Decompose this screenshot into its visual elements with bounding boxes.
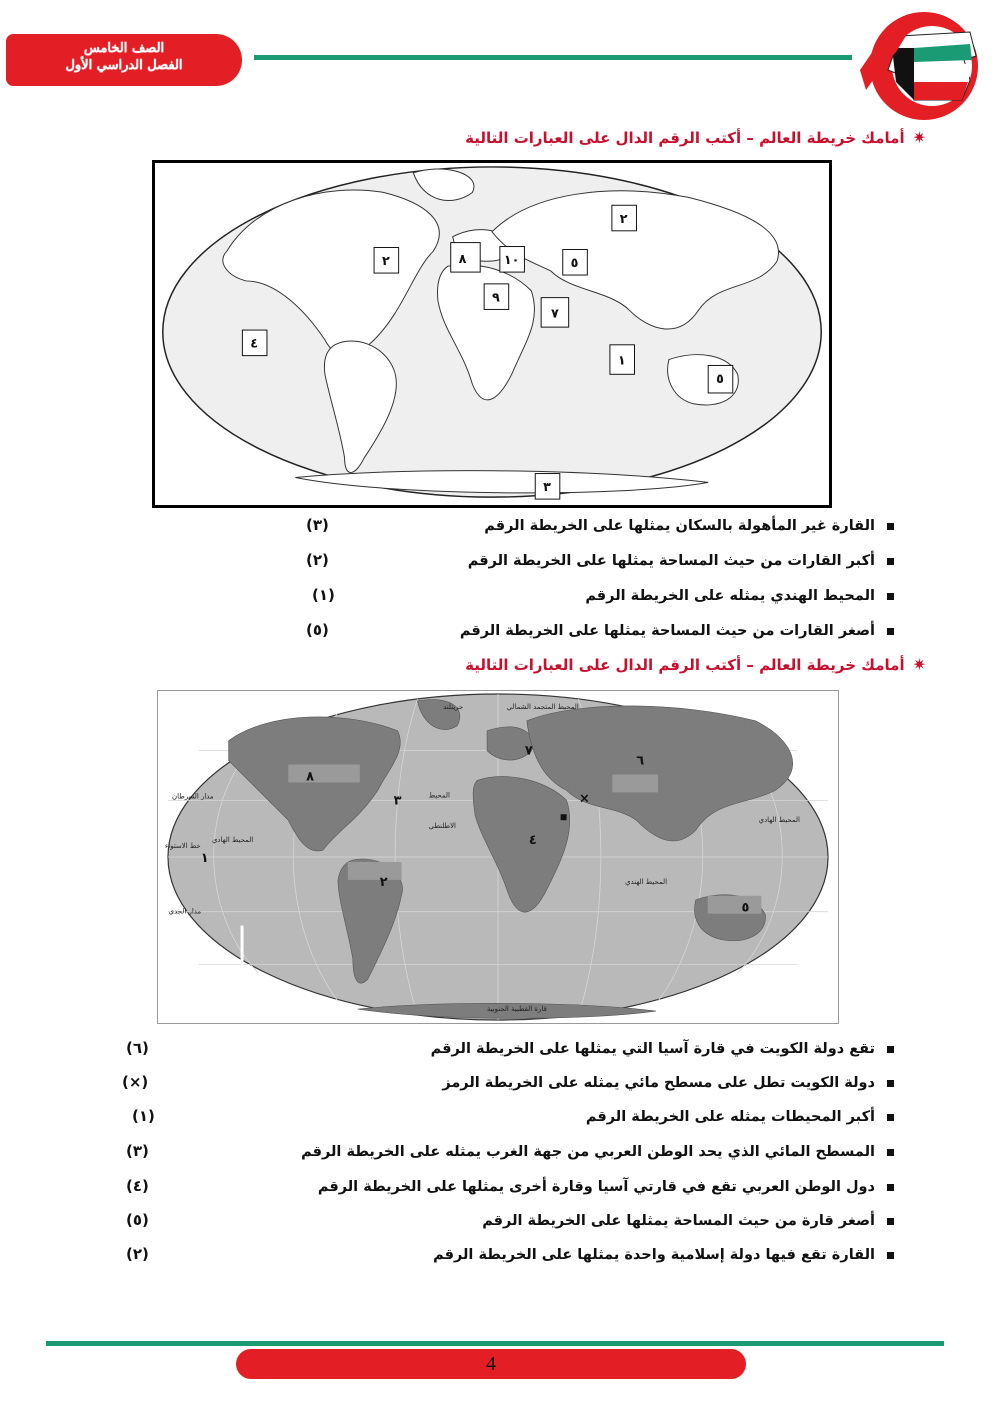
asterisk-icon: ✷ [912, 655, 926, 674]
map2-n3: ٣ [393, 793, 402, 809]
q1-3: المحيط الهندي يمثله على الخريطة الرقم [585, 588, 894, 604]
bullet-icon [887, 1080, 894, 1087]
a2-1: (٦) [126, 1039, 149, 1057]
bullet-icon [887, 1252, 894, 1259]
map1-label: ٤ [250, 336, 259, 352]
asterisk-icon: ✷ [912, 128, 926, 147]
world-map-2 [157, 690, 839, 1024]
map2-capricorn: مدار الجدي [168, 907, 202, 916]
map1-label: ٥ [570, 256, 579, 272]
bullet-icon [887, 523, 894, 530]
map2-x: × [579, 791, 590, 807]
q2-2: دولة الكويت تطل على مسطح مائي يمثله على الخريطة الرمز [442, 1075, 894, 1091]
q2-1: تقع دولة الكويت في قارة آسيا التي يمثلها على الخريطة الرقم [431, 1041, 894, 1057]
a1-2: (٢) [306, 551, 329, 569]
map2-indian: المحيط الهندي [625, 877, 668, 886]
map2-pacific-w: المحيط الهادي [211, 836, 254, 845]
section1-heading: ✷أمامك خريطة العالم – أكتب الرقم الدال على العبارات التالية [465, 128, 926, 147]
bullet-icon [887, 1184, 894, 1191]
bullet-icon [887, 1114, 894, 1121]
map1-label: ٢ [619, 211, 628, 227]
map1-label: ١٠ [503, 253, 520, 269]
map1-label: ٧ [550, 306, 559, 322]
map2-n8: ٨ [306, 769, 315, 785]
q2-7: القارة تقع فيها دولة إسلامية واحدة يمثلها على الخريطة الرقم [433, 1247, 894, 1263]
bullet-icon [887, 1149, 894, 1156]
header-divider [254, 55, 852, 60]
a2-6: (٥) [126, 1211, 149, 1229]
a2-4: (٣) [126, 1142, 149, 1160]
map2-n1: ١ [200, 850, 209, 866]
map1-label: ٥ [716, 372, 724, 388]
q2-4: المسطح المائي الذي يحد الوطن العربي من جهة الغرب يمثله على الخريطة الرقم [301, 1144, 894, 1160]
map1-label: ١ [617, 353, 626, 369]
a1-4: (٥) [306, 621, 329, 639]
a1-1: (٣) [306, 516, 329, 534]
q1-4: أصغر القارات من حيث المساحة يمثلها على الخريطة الرقم [460, 623, 894, 639]
semester-label: الفصل الدراسي الأول [65, 58, 183, 73]
map2-cancer: مدار السرطان [172, 792, 214, 801]
grade-label: الصف الخامس [83, 41, 165, 56]
map2-antarctica: قارة القطبية الجنوبية [486, 1005, 547, 1014]
map2-n2: ٢ [379, 874, 388, 890]
map2-atlantic2: الاطلنطي [428, 822, 456, 831]
map2-n6: ٦ [636, 753, 645, 769]
map2-pacific-e: المحيط الهادي [758, 816, 800, 825]
map2-arctic: المحيط المتجمد الشمالي [506, 702, 579, 711]
a1-3: (١) [312, 586, 335, 604]
bullet-icon [887, 593, 894, 600]
map2-n4: ٤ [528, 833, 537, 849]
q2-5: دول الوطن العربي تقع في قارتي آسيا وقارة أخرى يمثلها على الخريطة الرقم [318, 1179, 894, 1195]
map2-equator: خط الاستواء [165, 842, 201, 851]
q2-6: أصغر قارة من حيث المساحة يمثلها على الخريطة الرقم [482, 1213, 894, 1229]
grade-badge [6, 34, 242, 86]
bullet-icon [887, 628, 894, 635]
a2-7: (٢) [126, 1245, 149, 1263]
map1-label: ٨ [458, 252, 467, 268]
q2-3: أكبر المحيطات يمثله على الخريطة الرقم [586, 1109, 894, 1125]
bullet-icon [887, 558, 894, 565]
map1-label: ٣ [543, 480, 551, 496]
a2-3: (١) [132, 1107, 155, 1125]
page-number: 4 [486, 1353, 496, 1375]
bullet-icon [887, 1218, 894, 1225]
q1-2: أكبر القارات من حيث المساحة يمثلها على الخريطة الرقم [468, 553, 894, 569]
map2-n5: ٥ [741, 900, 750, 916]
a2-2: (×) [122, 1073, 149, 1091]
bullet-icon [887, 1046, 894, 1053]
footer-divider [46, 1341, 944, 1346]
map2-n7: ٧ [524, 743, 533, 759]
a2-5: (٤) [126, 1177, 149, 1195]
q1-1: القارة غير المأهولة بالسكان يمثلها على الخريطة الرقم [484, 518, 894, 534]
kuwait-map-logo [852, 8, 984, 122]
map1-label: ٢ [381, 254, 390, 270]
map2-atlantic1: المحيط [428, 791, 450, 800]
section2-heading: ✷أمامك خريطة العالم – أكتب الرقم الدال على العبارات التالية [465, 655, 926, 674]
map1-label: ٩ [492, 290, 500, 306]
map2-greenland: جرينلند [443, 702, 464, 711]
world-map-1 [152, 160, 832, 508]
